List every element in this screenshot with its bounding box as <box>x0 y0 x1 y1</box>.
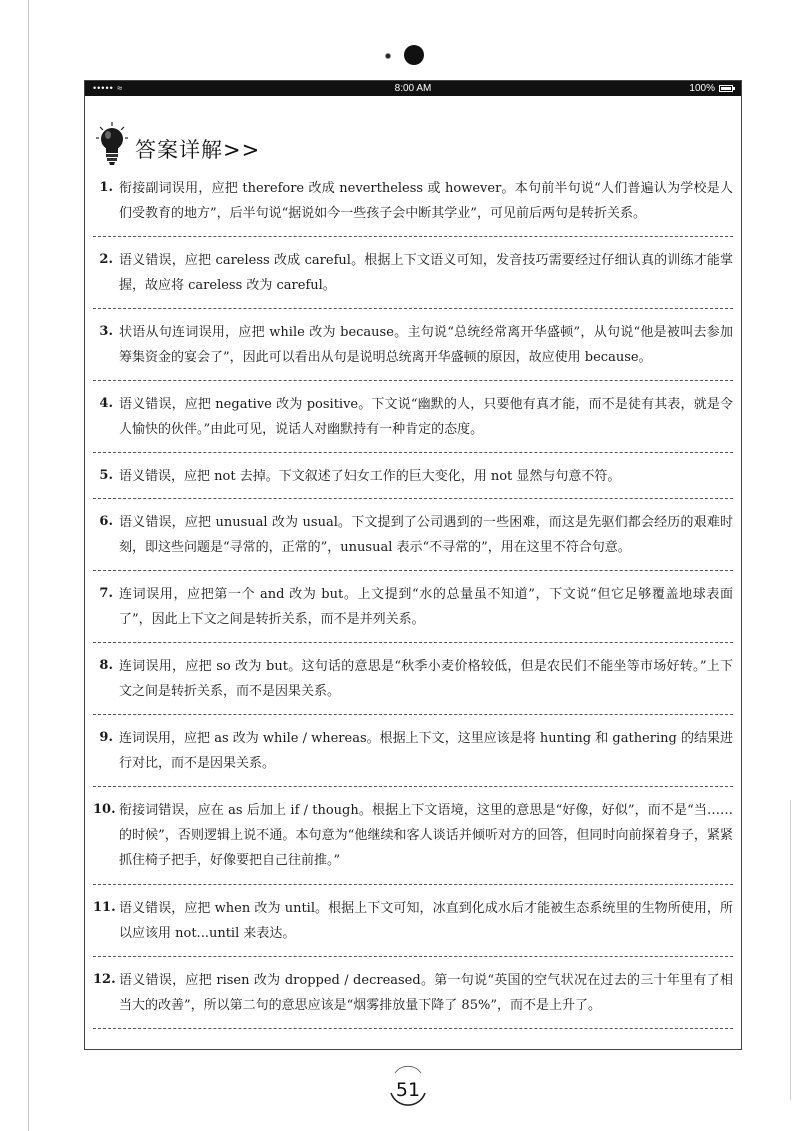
section-header <box>95 121 260 167</box>
answer-item-11 <box>93 885 733 957</box>
battery-indicator <box>689 81 733 96</box>
answer-number: 12. <box>93 972 116 987</box>
right-margin-rule <box>790 800 791 1100</box>
tablet-screen <box>84 80 742 1050</box>
answer-list <box>93 175 733 1029</box>
answer-text: 连词误用，应把 so 改为 but。这句话的意思是“秋季小麦价格较低，但是农民们不能坐等市场好转。”上下文之间是转折关系，而不是因果关系。 <box>119 659 733 699</box>
answer-number: 9. <box>99 730 113 745</box>
front-camera <box>404 45 424 65</box>
page-number-badge <box>383 1063 433 1113</box>
answer-number: 10. <box>93 802 116 817</box>
sensor-dot <box>385 53 391 59</box>
answer-item-1 <box>93 175 733 237</box>
answer-text: 语义错误，应把 negative 改为 positive。下文说“幽默的人，只要他有真才能，而不是徒有其表，就是令人愉快的伙伴。”由此可见，说话人对幽默持有一种肯定的态度。 <box>119 397 733 437</box>
answer-number: 8. <box>99 658 113 673</box>
answer-number: 1. <box>99 180 113 195</box>
answer-text: 连词误用，应把第一个 and 改为 but。上文提到“水的总量虽不知道”，下文说“但它足够覆盖地球表面了”，因此上下文之间是转折关系，而不是并列关系。 <box>119 587 733 627</box>
answer-number: 6. <box>99 514 113 529</box>
page-number: 51 <box>395 1079 421 1101</box>
answer-text: 语义错误，应把 not 去掉。下文叙述了妇女工作的巨大变化，用 not 显然与句意不符。 <box>119 469 621 484</box>
answer-text: 语义错误，应把 careless 改成 careful。根据上下文语义可知，发音技巧需要经过仔细认真的训练才能掌握，故应将 careless 改为 careful。 <box>119 253 733 293</box>
answer-text: 衔接副词误用，应把 therefore 改成 nevertheless 或 however。本句前半句说“人们普遍认为学校是人们受教育的地方”，后半句说“据说如今一些孩子会中断其学业”，可见前后两句是转折关系。 <box>119 181 733 221</box>
answer-number: 7. <box>99 586 113 601</box>
answer-item-2 <box>93 237 733 309</box>
lightbulb-icon <box>95 121 129 167</box>
status-bar <box>85 81 741 96</box>
answer-item-6 <box>93 499 733 571</box>
answer-number: 11. <box>93 900 116 915</box>
answer-text: 连词误用，应把 as 改为 while / whereas。根据上下文，这里应该是将 hunting 和 gathering 的结果进行对比，而不是因果关系。 <box>119 731 733 771</box>
battery-percent: 100% <box>689 83 715 94</box>
answer-item-9 <box>93 715 733 787</box>
answer-item-12 <box>93 957 733 1029</box>
battery-icon <box>719 85 733 92</box>
answer-text: 语义错误，应把 when 改为 until。根据上下文可知，冰直到化成水后才能被生态系统里的生物所使用，所以应该用 not...until 来表达。 <box>119 901 733 941</box>
answer-number: 3. <box>99 324 113 339</box>
answer-text: 语义错误，应把 unusual 改为 usual。下文提到了公司遇到的一些困难，而这是先驱们都会经历的艰难时刻，即这些问题是“寻常的，正常的”，unusual 表示“不寻常的”，用在这里不符合句意。 <box>119 515 733 555</box>
answer-text: 语义错误，应把 risen 改为 dropped / decreased。第一句说“英国的空气状况在过去的三十年里有了相当大的改善”，所以第二句的意思应该是“烟雾排放量下降了 85%”，而不是上升了。 <box>119 973 733 1013</box>
answer-text: 衔接词错误，应在 as 后加上 if / though。根据上下文语境，这里的意思是“好像，好似”，而不是“当……的时候”，否则逻辑上说不通。本句意为“他继续和客人谈话并倾听对方的回答，但同时向前探着身子，紧紧抓住椅子把手，好像要把自己往前推。” <box>119 803 733 868</box>
status-time: 8:00 AM <box>394 83 432 94</box>
left-margin-rule <box>28 0 29 1131</box>
answer-item-5 <box>93 453 733 499</box>
answer-number: 2. <box>99 252 113 267</box>
answer-item-10 <box>93 787 733 885</box>
answer-item-4 <box>93 381 733 453</box>
signal-icon: ••••• ≈ <box>93 83 124 93</box>
answer-item-7 <box>93 571 733 643</box>
answer-number: 4. <box>99 396 113 411</box>
answer-item-8 <box>93 643 733 715</box>
answer-item-3 <box>93 309 733 381</box>
answer-number: 5. <box>99 468 113 483</box>
answer-text: 状语从句连词误用，应把 while 改为 because。主句说“总统经常离开华盛顿”，从句说“他是被叫去参加筹集资金的宴会了”，因此可以看出从句是说明总统离开华盛顿的原因，故应使用 because。 <box>119 325 733 365</box>
page-title: 答案详解>> <box>135 138 261 162</box>
